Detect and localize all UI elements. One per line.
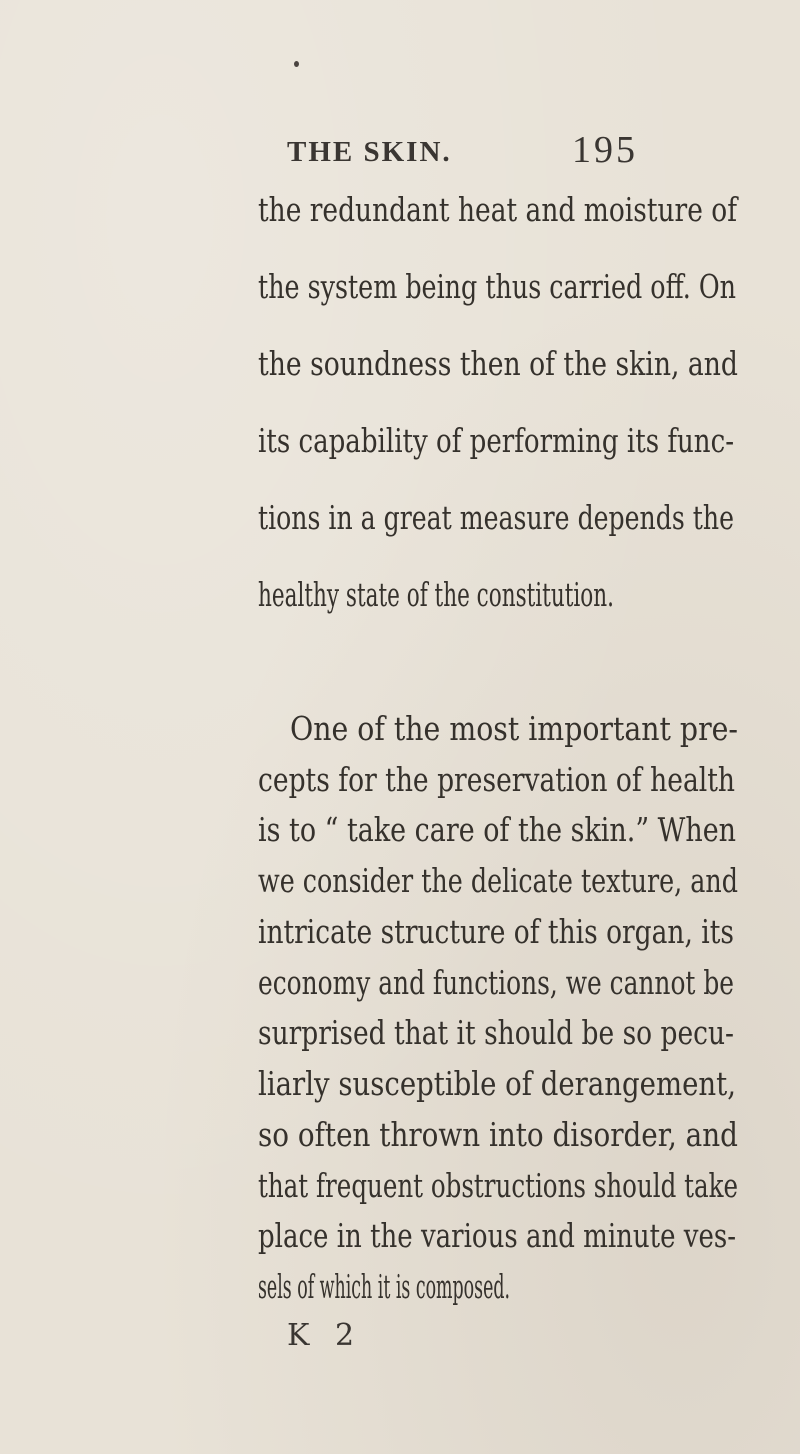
text-line xyxy=(0,341,800,387)
text-line xyxy=(0,1213,800,1259)
text-line xyxy=(0,909,800,955)
line-text: tions in a great measure depends the xyxy=(258,498,734,537)
line-text: its capability of performing its func- xyxy=(258,421,735,460)
text-line xyxy=(0,187,800,233)
line-text: cepts for the preservation of health xyxy=(258,760,736,799)
text-line xyxy=(0,1010,800,1056)
text-line xyxy=(0,807,800,853)
page-number: 195 xyxy=(572,129,638,171)
text-line xyxy=(0,495,800,541)
text-line xyxy=(0,1112,800,1158)
ink-speck xyxy=(294,61,299,67)
text-line xyxy=(0,572,800,618)
text-line xyxy=(0,1264,800,1310)
text-line xyxy=(0,418,800,464)
line-text: so often thrown into disorder, and xyxy=(258,1115,738,1154)
line-text: place in the various and minute ves- xyxy=(258,1216,737,1255)
line-text: economy and functions, we cannot be xyxy=(258,963,735,1002)
text-line xyxy=(0,1061,800,1107)
line-text: the redundant heat and moisture of xyxy=(258,190,738,229)
line-text: the soundness then of the skin, and xyxy=(258,344,738,383)
line-text: we consider the delicate texture, and xyxy=(258,861,738,900)
line-text: is to “ take care of the skin.” When xyxy=(258,810,737,849)
page-header xyxy=(0,128,800,188)
line-text: sels of which it is composed. xyxy=(258,1267,511,1306)
running-title: THE SKIN. xyxy=(287,136,452,168)
text-line xyxy=(0,706,800,752)
line-text: surprised that it should be so pecu- xyxy=(258,1013,734,1052)
line-text: intricate structure of this organ, its xyxy=(258,912,734,951)
signature-mark: K 2 xyxy=(287,1318,363,1353)
text-line xyxy=(0,960,800,1006)
line-text: healthy state of the constitution. xyxy=(258,575,614,614)
line-text: the system being thus carried off. On xyxy=(258,267,736,306)
text-line xyxy=(0,1163,800,1209)
line-text: One of the most important pre- xyxy=(290,709,739,748)
line-text: liarly susceptible of derangement, xyxy=(258,1064,736,1103)
line-text: that frequent obstructions should take xyxy=(258,1166,739,1205)
text-line xyxy=(0,264,800,310)
text-line xyxy=(0,858,800,904)
text-line xyxy=(0,757,800,803)
